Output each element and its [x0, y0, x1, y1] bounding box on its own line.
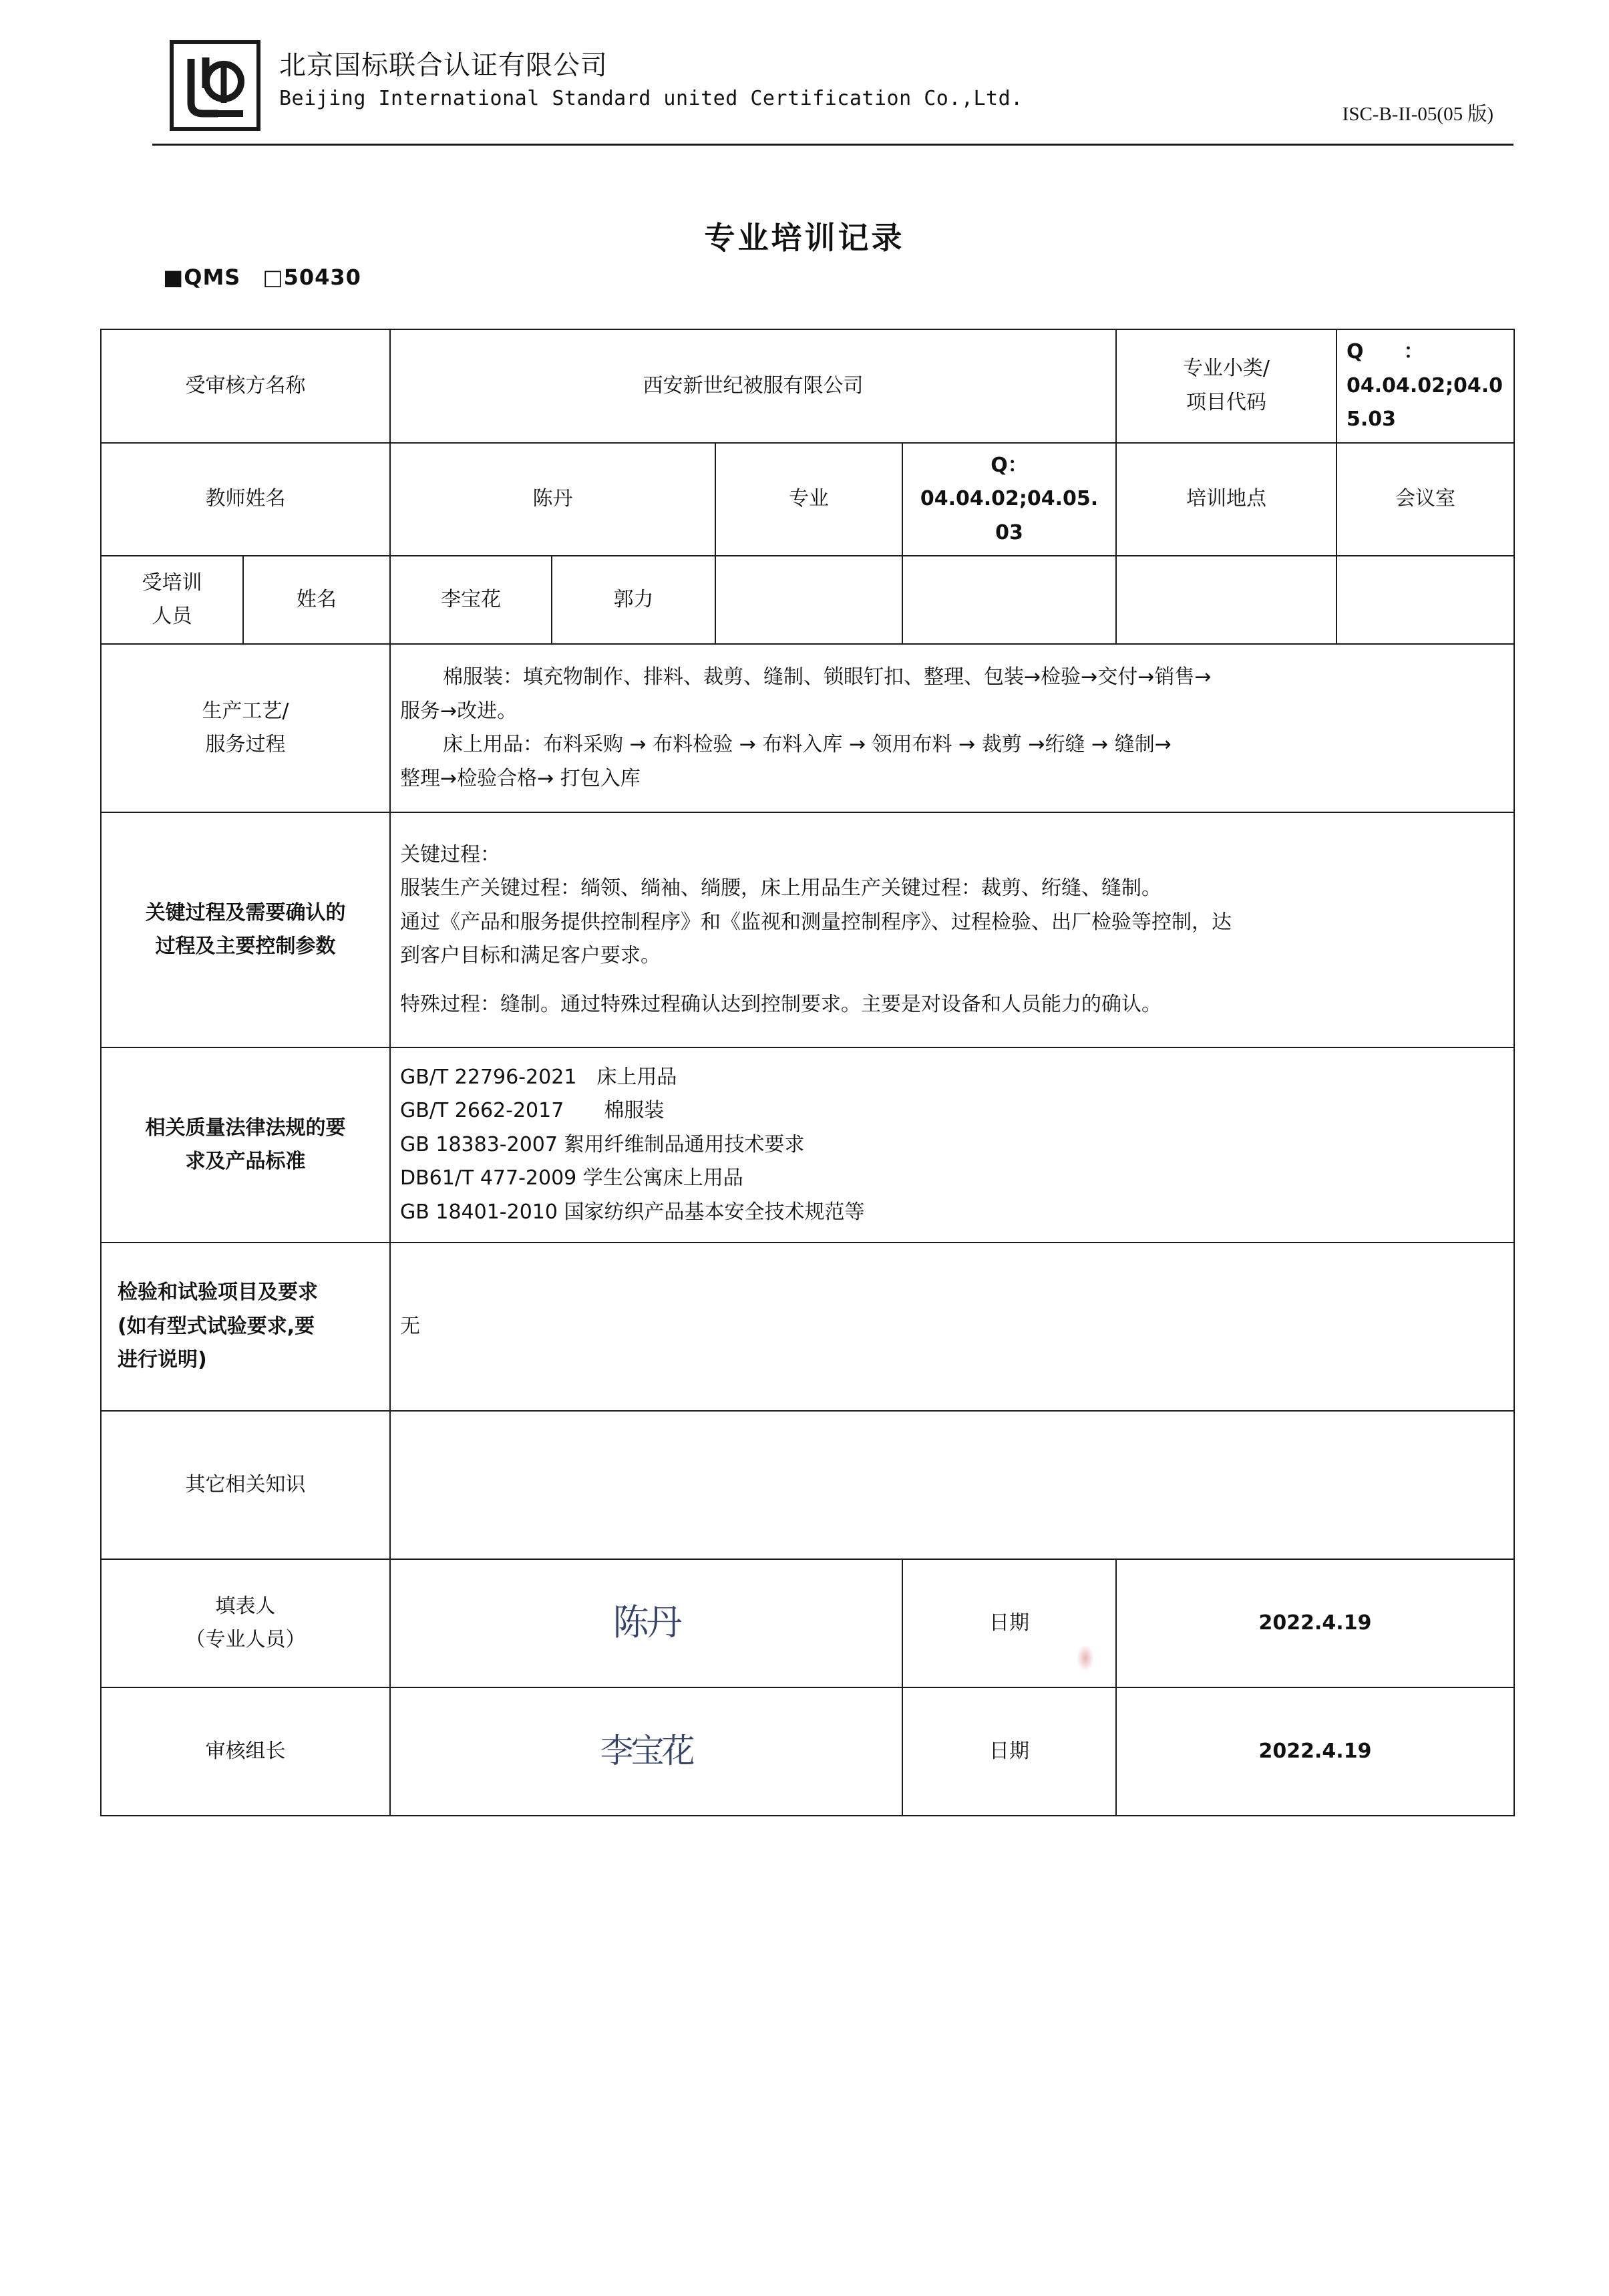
- training-record-table: [100, 329, 1515, 1816]
- label-specialty-code-line1: 专业小类/: [1182, 357, 1270, 381]
- label-standards-line2: 求及产品标准: [185, 1150, 306, 1173]
- label-place: 培训地点: [1116, 443, 1336, 556]
- form-code: ISC-B-II-05(05 版): [1342, 104, 1493, 125]
- value-key-process: [390, 812, 1514, 1047]
- value-specialty-code: [1336, 329, 1514, 443]
- value-standards-1: GB/T 22796-2021 床上用品: [400, 1065, 677, 1089]
- label-trainees-line2: 人员: [152, 605, 192, 628]
- company-name-en: Beijing International Standard united Certification Co.,Ltd.: [279, 87, 1023, 110]
- label-inspection-line1: 检验和试验项目及要求: [118, 1281, 318, 1305]
- value-leader-date: 2022.4.19: [1116, 1687, 1514, 1816]
- value-filler-date: 2022.4.19: [1116, 1559, 1514, 1687]
- table-row-other: [101, 1411, 1514, 1559]
- value-process-line1: 棉服装：填充物制作、排料、裁剪、缝制、锁眼钉扣、整理、包装→检验→交付→销售→: [443, 665, 1212, 689]
- label-inspection: [101, 1243, 390, 1411]
- table-row-key-process: [101, 812, 1514, 1047]
- value-standards-5: GB 18401-2010 国家纺织产品基本安全技术规范等: [400, 1200, 865, 1224]
- leader-signature-text: 李宝花: [600, 1732, 693, 1770]
- value-major-line1: Q：: [991, 453, 1028, 477]
- value-major-line2: 04.04.02;04.05.: [920, 487, 1099, 510]
- value-key-process-line2: 服装生产关键过程：绱领、绱袖、绱腰，床上用品生产关键过程：裁剪、绗缝、缝制。: [400, 876, 1161, 900]
- label-trainee-name: 姓名: [243, 556, 390, 644]
- value-process-line2: 服务→改进。: [400, 699, 518, 723]
- company-name-cn: 北京国标联合认证有限公司: [279, 50, 608, 81]
- table-row-inspection: [101, 1243, 1514, 1411]
- value-standards-3: GB 18383-2007 絮用纤维制品通用技术要求: [400, 1132, 805, 1156]
- label-filler: [101, 1559, 390, 1687]
- table-row-teacher: [101, 443, 1514, 556]
- label-key-process: [101, 812, 390, 1047]
- label-filler-line1: 填表人: [215, 1594, 276, 1618]
- value-key-process-line3: 通过《产品和服务提供控制程序》和《监视和测量控制程序》、过程检验、出厂检验等控制，达: [400, 910, 1232, 934]
- label-standards: [101, 1047, 390, 1243]
- value-key-process-spacer: [400, 975, 1504, 987]
- label-key-process-line2: 过程及主要控制参数: [155, 935, 336, 958]
- value-major-line3: 03: [995, 520, 1023, 544]
- value-key-process-line4: 到客户目标和满足客户要求。: [400, 944, 661, 968]
- label-standards-line1: 相关质量法律法规的要: [145, 1116, 346, 1140]
- table-row-standards: [101, 1047, 1514, 1243]
- label-filler-line2: （专业人员）: [185, 1628, 306, 1651]
- value-trainee-1: 李宝花: [390, 556, 552, 644]
- label-inspection-line3: 进行说明): [118, 1348, 207, 1372]
- label-process-line2: 服务过程: [205, 733, 286, 756]
- value-inspection: 无: [390, 1243, 1514, 1411]
- table-row-auditee: [101, 329, 1514, 443]
- value-standards-4: DB61/T 477-2009 学生公寓床上用品: [400, 1166, 743, 1190]
- table-row-leader: [101, 1687, 1514, 1816]
- filler-signature: [390, 1559, 902, 1687]
- bisc-logo: [168, 39, 262, 132]
- filler-signature-text: 陈丹: [612, 1603, 680, 1643]
- label-major: 专业: [715, 443, 902, 556]
- value-trainee-2: 郭力: [552, 556, 715, 644]
- value-other: [390, 1411, 1514, 1559]
- value-trainee-4: [902, 556, 1116, 644]
- value-specialty-code-line2: 04.04.02;04.0: [1347, 373, 1503, 397]
- value-standards: [390, 1047, 1514, 1243]
- table-row-filler: [101, 1559, 1514, 1687]
- document-header: [152, 32, 1513, 146]
- label-leader-date: 日期: [902, 1687, 1116, 1816]
- value-place: 会议室: [1336, 443, 1514, 556]
- label-other: 其它相关知识: [101, 1411, 390, 1559]
- label-teacher: 教师姓名: [101, 443, 390, 556]
- label-specialty-code: [1116, 329, 1336, 443]
- value-process-line3: 床上用品：布料采购 → 布料检验 → 布料入库 → 领用布料 → 裁剪 →绗缝 → 缝制→: [443, 733, 1172, 756]
- value-specialty-code-line1: Q ：: [1347, 340, 1424, 363]
- label-process-line1: 生产工艺/: [202, 699, 289, 723]
- value-process-line4: 整理→检验合格→ 打包入库: [400, 766, 641, 790]
- value-key-process-line5: 特殊过程：缝制。通过特殊过程确认达到控制要求。主要是对设备和人员能力的确认。: [400, 992, 1161, 1016]
- label-filler-date: 日期: [902, 1559, 1116, 1687]
- value-process: [390, 644, 1514, 812]
- label-specialty-code-line2: 项目代码: [1186, 390, 1266, 414]
- label-leader: 审核组长: [101, 1687, 390, 1816]
- value-major: [902, 443, 1116, 556]
- label-trainees-line1: 受培训: [142, 570, 202, 595]
- table-row-trainees: [101, 556, 1514, 644]
- value-auditee: 西安新世纪被服有限公司: [390, 329, 1116, 443]
- label-key-process-line1: 关键过程及需要确认的: [145, 900, 346, 925]
- value-trainee-6: [1336, 556, 1514, 644]
- table-row-process: [101, 644, 1514, 812]
- value-specialty-code-line3: 5.03: [1347, 407, 1397, 431]
- label-process: [101, 644, 390, 812]
- scope-checkboxes: ■QMS □50430: [163, 265, 361, 290]
- leader-signature: [390, 1687, 902, 1816]
- label-inspection-line2: (如有型式试验要求,要: [118, 1314, 315, 1338]
- page-title: 专业培训记录: [704, 220, 905, 256]
- value-teacher: 陈丹: [390, 443, 715, 556]
- label-auditee: 受审核方名称: [101, 329, 390, 443]
- value-standards-2: GB/T 2662-2017 棉服装: [400, 1099, 665, 1123]
- label-trainees: [101, 556, 243, 644]
- value-key-process-line1: 关键过程：: [400, 842, 500, 866]
- value-trainee-5: [1116, 556, 1336, 644]
- value-trainee-3: [715, 556, 902, 644]
